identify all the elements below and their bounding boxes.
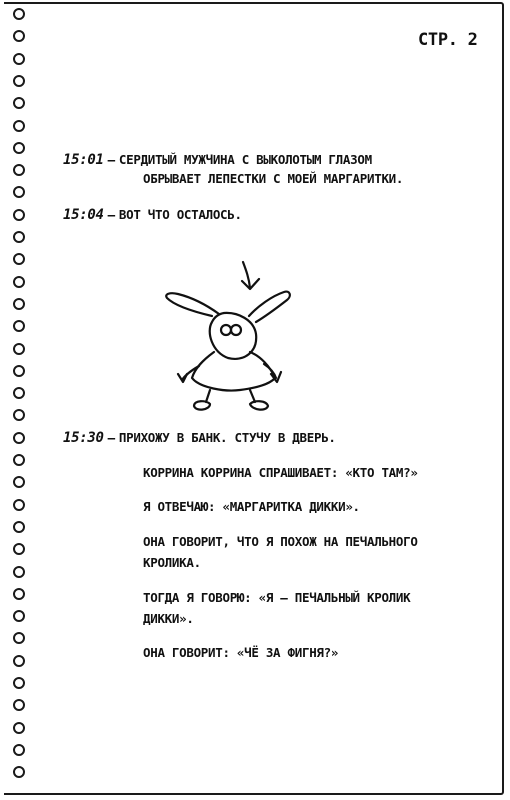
log-entry: [63, 428, 336, 448]
entry-text: СЕРДИТЫЙ МУЖЧИНА С ВЫКОЛОТЫМ ГЛАЗОМ: [118, 152, 372, 167]
entry-time: 15:01: [63, 152, 104, 168]
page-number: СТР. 2: [418, 30, 478, 50]
entry-text-continued: ОБРЫВАЕТ ЛЕПЕСТКИ С МОЕЙ МАРГАРИТКИ.: [143, 171, 404, 186]
entry-dash: –: [107, 152, 115, 167]
dialogue-line: Я ОТВЕЧАЮ: «МАРГАРИТКА ДИККИ».: [143, 499, 360, 514]
dialogue-line: КОРРИНА КОРРИНА СПРАШИВАЕТ: «КТО ТАМ?»: [143, 465, 418, 480]
entry-dash: –: [107, 430, 115, 445]
entry-time: 15:30: [63, 430, 104, 446]
dialogue-line: ДИККИ».: [143, 611, 194, 626]
dialogue-line: КРОЛИКА.: [143, 555, 201, 570]
dialogue-line: ОНА ГОВОРИТ, ЧТО Я ПОХОЖ НА ПЕЧАЛЬНОГО: [143, 534, 418, 549]
dialogue-line: ТОГДА Я ГОВОРЮ: «Я – ПЕЧАЛЬНЫЙ КРОЛИК: [143, 590, 411, 605]
entry-dash: –: [107, 207, 115, 222]
entry-time: 15:04: [63, 207, 104, 223]
dialogue-line: ОНА ГОВОРИТ: «ЧЁ ЗА ФИГНЯ?»: [143, 645, 339, 660]
entry-text: ПРИХОЖУ В БАНК. СТУЧУ В ДВЕРЬ.: [118, 430, 336, 445]
entry-text: ВОТ ЧТО ОСТАЛОСЬ.: [118, 207, 242, 222]
